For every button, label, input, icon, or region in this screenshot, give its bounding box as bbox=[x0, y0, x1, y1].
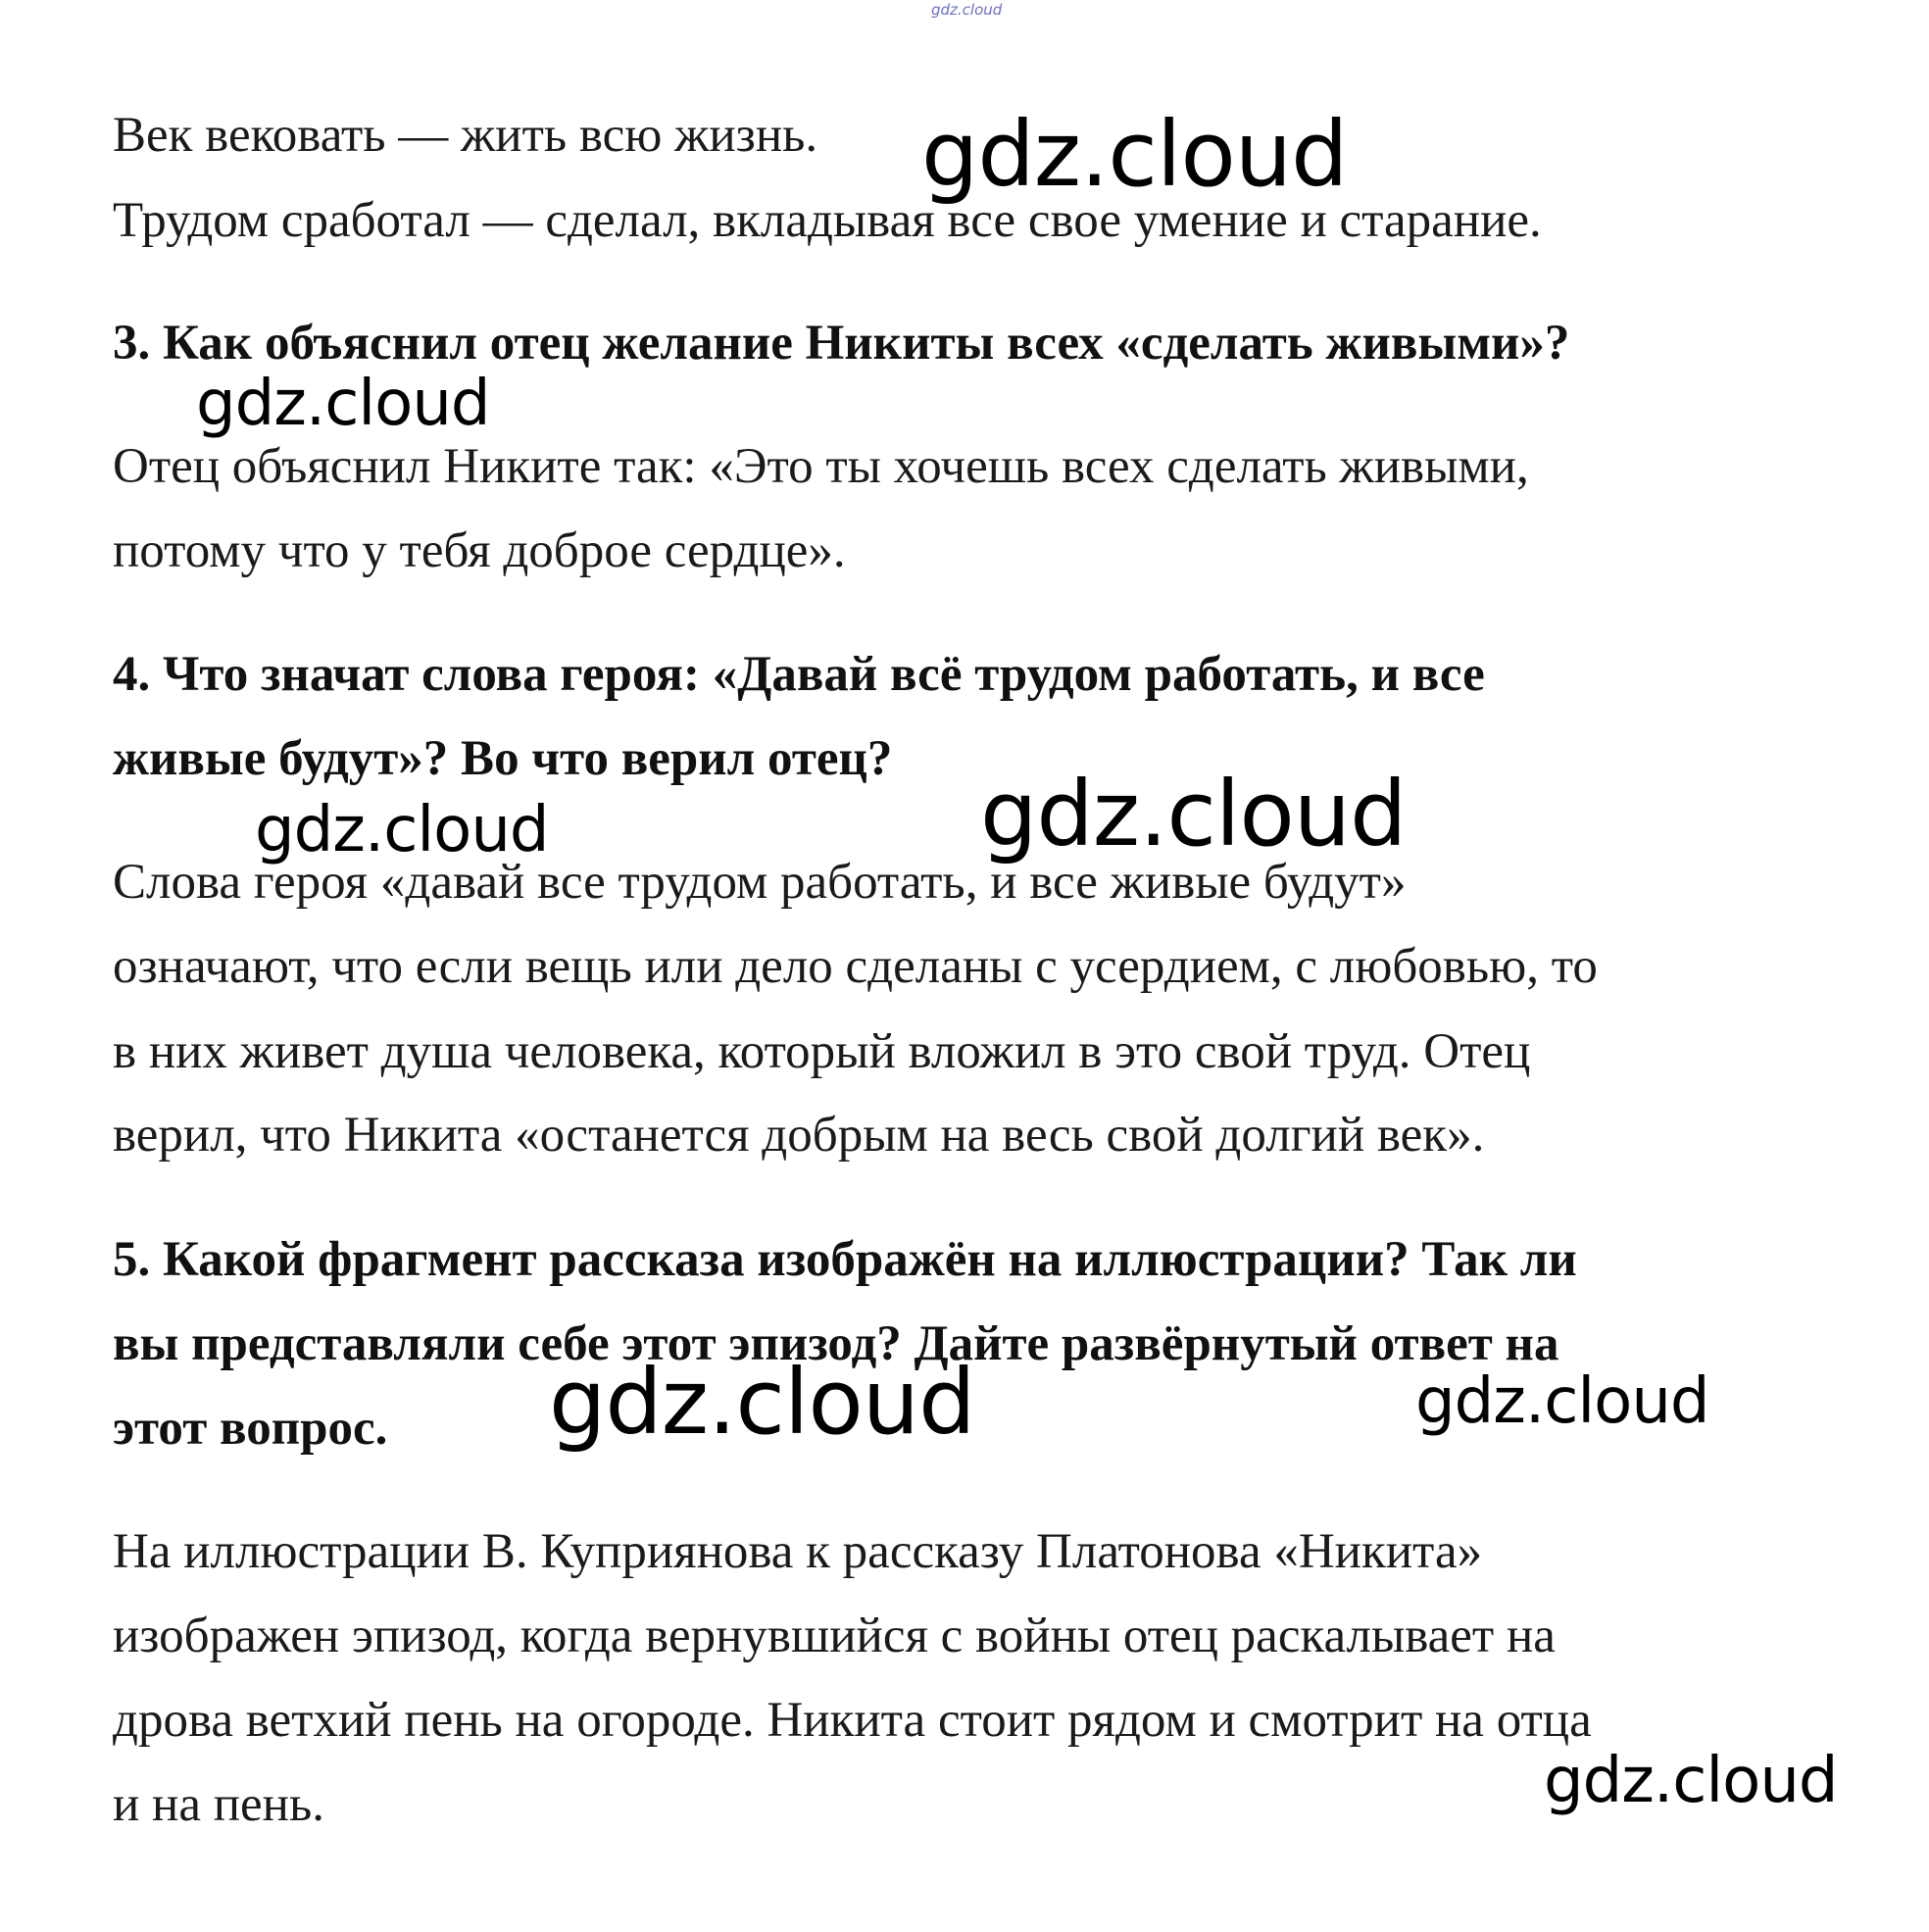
question-5-line-3: этот вопрос. bbox=[113, 1401, 388, 1456]
watermark-top-small: gdz.cloud bbox=[931, 1, 1003, 19]
answer-5-line-2: изображен эпизод, когда вернувшийся с войны отец раскалывает на bbox=[113, 1609, 1556, 1663]
watermark-7: gdz.cloud bbox=[1544, 1745, 1838, 1817]
answer-4-line-4: верил, что Никита «останется добрым на весь свой долгий век». bbox=[113, 1108, 1485, 1163]
watermark-4: gdz.cloud bbox=[980, 762, 1407, 867]
intro-line-2: Трудом сработал — сделал, вкладывая все свое умение и старание. bbox=[113, 193, 1542, 248]
answer-5-line-3: дрова ветхий пень на огороде. Никита стоит рядом и смотрит на отца bbox=[113, 1693, 1592, 1748]
intro-line-1: Век вековать — жить всю жизнь. bbox=[113, 108, 818, 163]
watermark-6: gdz.cloud bbox=[1415, 1365, 1709, 1438]
watermark-1: gdz.cloud bbox=[921, 102, 1348, 207]
question-5-line-2: вы представляли себе этот эпизод? Дайте развёрнутый ответ на bbox=[113, 1316, 1559, 1371]
watermark-2: gdz.cloud bbox=[196, 368, 490, 440]
question-4-line-2: живые будут»? Во что верил отец? bbox=[113, 731, 893, 786]
answer-4-line-2: означают, что если вещь или дело сделаны с усердием, с любовью, то bbox=[113, 939, 1598, 994]
question-4-line-1: 4. Что значат слова героя: «Давай всё трудом работать, и все bbox=[113, 647, 1485, 702]
answer-3-line-1: Отец объяснил Никите так: «Это ты хочешь всех сделать живыми, bbox=[113, 439, 1529, 494]
question-3: 3. Как объяснил отец желание Никиты всех «сделать живыми»? bbox=[113, 316, 1570, 371]
question-5-line-1: 5. Какой фрагмент рассказа изображён на иллюстрации? Так ли bbox=[113, 1232, 1577, 1287]
answer-3-line-2: потому что у тебя доброе сердце». bbox=[113, 523, 846, 578]
answer-5-line-4: и на пень. bbox=[113, 1777, 324, 1832]
watermark-5: gdz.cloud bbox=[549, 1350, 975, 1455]
answer-4-line-1: Слова героя «давай все трудом работать, и все живые будут» bbox=[113, 855, 1407, 910]
answer-5-line-1: На иллюстрации В. Куприянова к рассказу Платонова «Никита» bbox=[113, 1524, 1483, 1579]
answer-4-line-3: в них живет душа человека, который вложил в это свой труд. Отец bbox=[113, 1024, 1531, 1079]
watermark-3: gdz.cloud bbox=[255, 794, 549, 867]
